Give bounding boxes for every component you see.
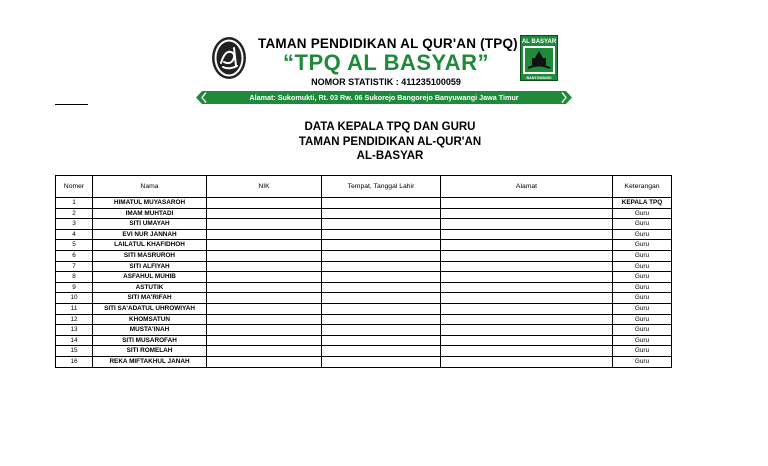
cell-nama: SITI MA'RIFAH <box>93 293 207 304</box>
cell-nomer: 6 <box>56 250 93 261</box>
org-name: TAMAN PENDIDIKAN AL QUR'AN (TPQ) <box>258 36 518 51</box>
cell-nik <box>207 325 322 336</box>
cell-nik <box>207 293 322 304</box>
document-title-line1: DATA KEPALA TPQ DAN GURU <box>304 121 476 133</box>
table-row <box>56 208 672 219</box>
cell-ttl <box>322 356 441 367</box>
cell-ttl <box>322 261 441 272</box>
cell-nomer: 4 <box>56 229 93 240</box>
cell-nama: LAILATUL KHAFIDHOH <box>93 240 207 251</box>
cell-nama: SITI ALFIYAH <box>93 261 207 272</box>
cell-nama: SITI MUSAROFAH <box>93 335 207 346</box>
cell-nomer: 11 <box>56 303 93 314</box>
cell-nik <box>207 240 322 251</box>
cell-nama: SITI SA'ADATUL UHROWIYAH <box>93 303 207 314</box>
cell-alamat <box>441 325 613 336</box>
cell-nama: MUSTA'INAH <box>93 325 207 336</box>
header-nik: NIK <box>207 176 322 198</box>
letterhead <box>0 0 768 112</box>
cell-nomer: 12 <box>56 314 93 325</box>
cell-ttl <box>322 208 441 219</box>
table-row <box>56 325 672 336</box>
cell-nama: IMAM MUHTADI <box>93 208 207 219</box>
document-title-line2: TAMAN PENDIDIKAN AL-QUR'AN <box>298 136 482 148</box>
cell-nomer: 10 <box>56 293 93 304</box>
cell-keterangan: Guru <box>613 346 672 357</box>
table-row <box>56 240 672 251</box>
table-row <box>56 303 672 314</box>
cell-alamat <box>441 272 613 283</box>
header-ttl: Tempat, Tanggal Lahir <box>322 176 441 198</box>
cell-nik <box>207 219 322 230</box>
statistic-number: NOMOR STATISTIK : 411235100059 <box>311 77 461 87</box>
cell-ttl <box>322 314 441 325</box>
cell-ttl <box>322 346 441 357</box>
document-title-line3: AL-BASYAR <box>356 150 424 162</box>
cell-nama: SITI UMAYAH <box>93 219 207 230</box>
org-brand-name: “TPQ AL BASYAR” <box>283 50 489 75</box>
header-nama: Nama <box>93 176 207 198</box>
cell-keterangan: Guru <box>613 219 672 230</box>
cell-keterangan: Guru <box>613 240 672 251</box>
cell-nik <box>207 314 322 325</box>
table-row <box>56 346 672 357</box>
cell-nik <box>207 229 322 240</box>
cell-nik <box>207 261 322 272</box>
cell-alamat <box>441 356 613 367</box>
cell-alamat <box>441 250 613 261</box>
cell-keterangan: KEPALA TPQ <box>613 198 672 209</box>
cell-keterangan: Guru <box>613 335 672 346</box>
quran-calligraphy-logo <box>211 36 247 80</box>
table-row <box>56 356 672 367</box>
cell-ttl <box>322 229 441 240</box>
cell-nomer: 7 <box>56 261 93 272</box>
cell-nomer: 2 <box>56 208 93 219</box>
header-nomer: Nomer <box>56 176 93 198</box>
cell-nomer: 14 <box>56 335 93 346</box>
cell-ttl <box>322 325 441 336</box>
cell-keterangan: Guru <box>613 261 672 272</box>
cell-alamat <box>441 198 613 209</box>
cell-nama: EVI NUR JANNAH <box>93 229 207 240</box>
cell-keterangan: Guru <box>613 272 672 283</box>
cell-nomer: 5 <box>56 240 93 251</box>
cell-nama: REKA MIFTAKHUL JANAH <box>93 356 207 367</box>
cell-nomer: 13 <box>56 325 93 336</box>
cell-nama: KHOMSATUN <box>93 314 207 325</box>
cell-nomer: 1 <box>56 198 93 209</box>
cell-nik <box>207 303 322 314</box>
cell-keterangan: Guru <box>613 325 672 336</box>
cell-keterangan: Guru <box>613 314 672 325</box>
address-text: Alamat: Sukomukti, Rt. 03 Rw. 06 Sukorejo Bangorejo Banyuwangi Jawa Timur <box>249 93 519 102</box>
cell-alamat <box>441 261 613 272</box>
al-basyar-emblem <box>520 35 558 81</box>
cell-ttl <box>322 335 441 346</box>
cell-alamat <box>441 335 613 346</box>
cell-nik <box>207 272 322 283</box>
cell-keterangan: Guru <box>613 250 672 261</box>
table-row <box>56 198 672 209</box>
header-alamat: Alamat <box>441 176 613 198</box>
table-row <box>56 261 672 272</box>
table-header-row <box>56 176 672 198</box>
teacher-table <box>55 175 672 368</box>
cell-ttl <box>322 219 441 230</box>
table-row <box>56 250 672 261</box>
cell-keterangan: Guru <box>613 303 672 314</box>
cell-nama: ASTUTIK <box>93 282 207 293</box>
table-row <box>56 335 672 346</box>
cell-alamat <box>441 346 613 357</box>
cell-keterangan: Guru <box>613 208 672 219</box>
cell-ttl <box>322 240 441 251</box>
cell-ttl <box>322 303 441 314</box>
divider-line <box>55 104 88 105</box>
cell-keterangan: Guru <box>613 282 672 293</box>
cell-ttl <box>322 282 441 293</box>
emblem-bottom-text: BANYUWANGI <box>526 76 552 80</box>
cell-nama: SITI ROMELAH <box>93 346 207 357</box>
cell-nomer: 3 <box>56 219 93 230</box>
cell-nik <box>207 356 322 367</box>
cell-alamat <box>441 240 613 251</box>
header-keterangan: Keterangan <box>613 176 672 198</box>
table-row <box>56 282 672 293</box>
cell-alamat <box>441 303 613 314</box>
cell-ttl <box>322 250 441 261</box>
cell-nomer: 15 <box>56 346 93 357</box>
table-body <box>56 198 672 368</box>
table-row <box>56 272 672 283</box>
cell-nomer: 16 <box>56 356 93 367</box>
cell-alamat <box>441 219 613 230</box>
cell-alamat <box>441 282 613 293</box>
cell-keterangan: Guru <box>613 293 672 304</box>
cell-ttl <box>322 293 441 304</box>
cell-alamat <box>441 208 613 219</box>
cell-nama: HIMATUL MUYASAROH <box>93 198 207 209</box>
cell-nik <box>207 282 322 293</box>
cell-nik <box>207 335 322 346</box>
cell-ttl <box>322 272 441 283</box>
cell-nomer: 9 <box>56 282 93 293</box>
cell-nik <box>207 346 322 357</box>
cell-nama: SITI MASRUROH <box>93 250 207 261</box>
table-row <box>56 314 672 325</box>
cell-alamat <box>441 293 613 304</box>
cell-nik <box>207 198 322 209</box>
table-row <box>56 293 672 304</box>
cell-ttl <box>322 198 441 209</box>
cell-nomer: 8 <box>56 272 93 283</box>
emblem-top-text: AL BASYAR <box>521 39 557 45</box>
cell-alamat <box>441 314 613 325</box>
table-row <box>56 219 672 230</box>
table-row <box>56 229 672 240</box>
cell-nama: ASFAHUL MUHIB <box>93 272 207 283</box>
cell-keterangan: Guru <box>613 229 672 240</box>
cell-alamat <box>441 229 613 240</box>
cell-nik <box>207 250 322 261</box>
cell-keterangan: Guru <box>613 356 672 367</box>
cell-nik <box>207 208 322 219</box>
